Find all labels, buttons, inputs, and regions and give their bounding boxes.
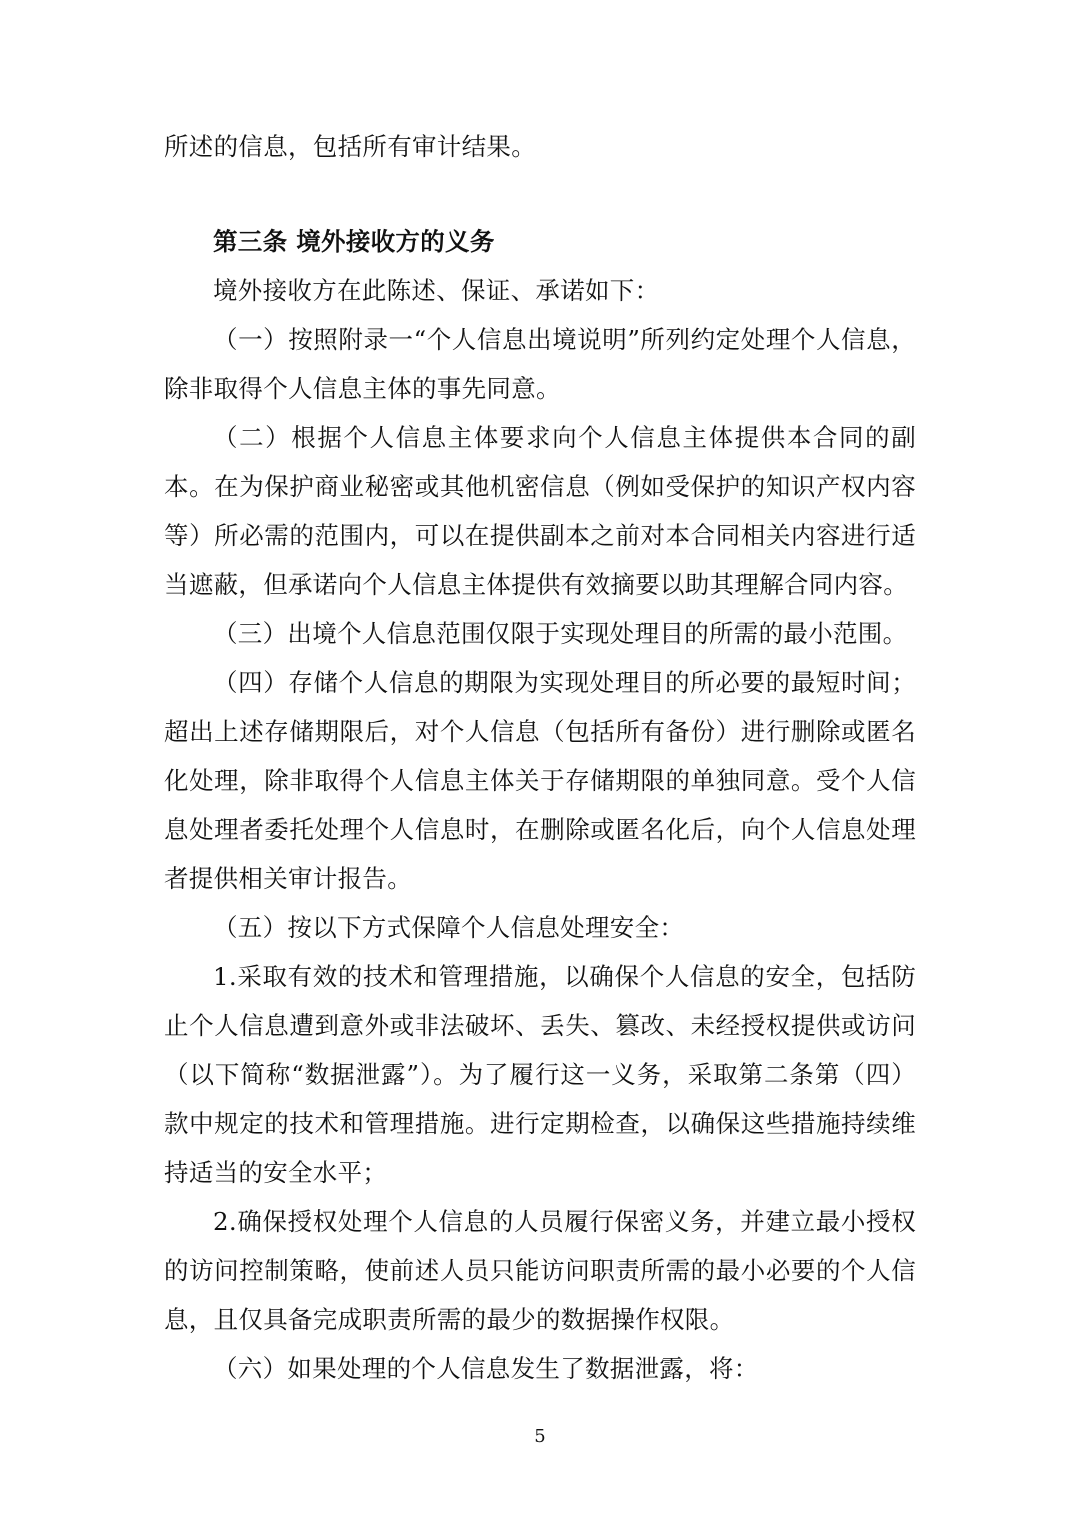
document-body xyxy=(164,122,916,1393)
paragraph-item-4: （四）存储个人信息的期限为实现处理目的所必要的最短时间；超出上述存储期限后，对个人信息（包括所有备份）进行删除或匿名化处理，除非取得个人信息主体关于存储期限的单独同意。受个人信息处理者委托处理个人信息时，在删除或匿名化后，向个人信息处理者提供相关审计报告。 xyxy=(164,668,916,893)
paragraph-item-5: （五）按以下方式保障个人信息处理安全： xyxy=(213,913,685,942)
paragraph-item-6: （六）如果处理的个人信息发生了数据泄露，将： xyxy=(213,1354,759,1383)
paragraph-item-2: （二）根据个人信息主体要求向个人信息主体提供本合同的副本。在为保护商业秘密或其他机密信息（例如受保护的知识产权内容等）所必需的范围内，可以在提供副本之前对本合同相关内容进行适当遮蔽，但承诺向个人信息主体提供有效摘要以助其理解合同内容。 xyxy=(164,423,916,599)
paragraph-item-1: （一）按照附录一“个人信息出境说明”所列约定处理个人信息，除非取得个人信息主体的事先同意。 xyxy=(164,325,916,403)
paragraph-item-3: （三）出境个人信息范围仅限于实现处理目的所需的最小范围。 xyxy=(213,619,908,648)
intro-line: 所述的信息，包括所有审计结果。 xyxy=(164,132,536,161)
paragraph-item-5-sub-2: 2.确保授权处理个人信息的人员履行保密义务，并建立最小授权的访问控制策略，使前述人员只能访问职责所需的最小必要的个人信息，且仅具备完成职责所需的最少的数据操作权限。 xyxy=(164,1207,916,1334)
page-number: 5 xyxy=(534,1426,546,1447)
article-heading: 第三条 境外接收方的义务 xyxy=(213,227,495,256)
paragraph-item-5-sub-1: 1.采取有效的技术和管理措施，以确保个人信息的安全，包括防止个人信息遭到意外或非法破坏、丢失、篡改、未经授权提供或访问（以下简称“数据泄露”）。为了履行这一义务，采取第二条第（四）款中规定的技术和管理措施。进行定期检查，以确保这些措施持续维持适当的安全水平； xyxy=(164,962,916,1187)
paragraph-declaration: 境外接收方在此陈述、保证、承诺如下： xyxy=(213,276,660,305)
